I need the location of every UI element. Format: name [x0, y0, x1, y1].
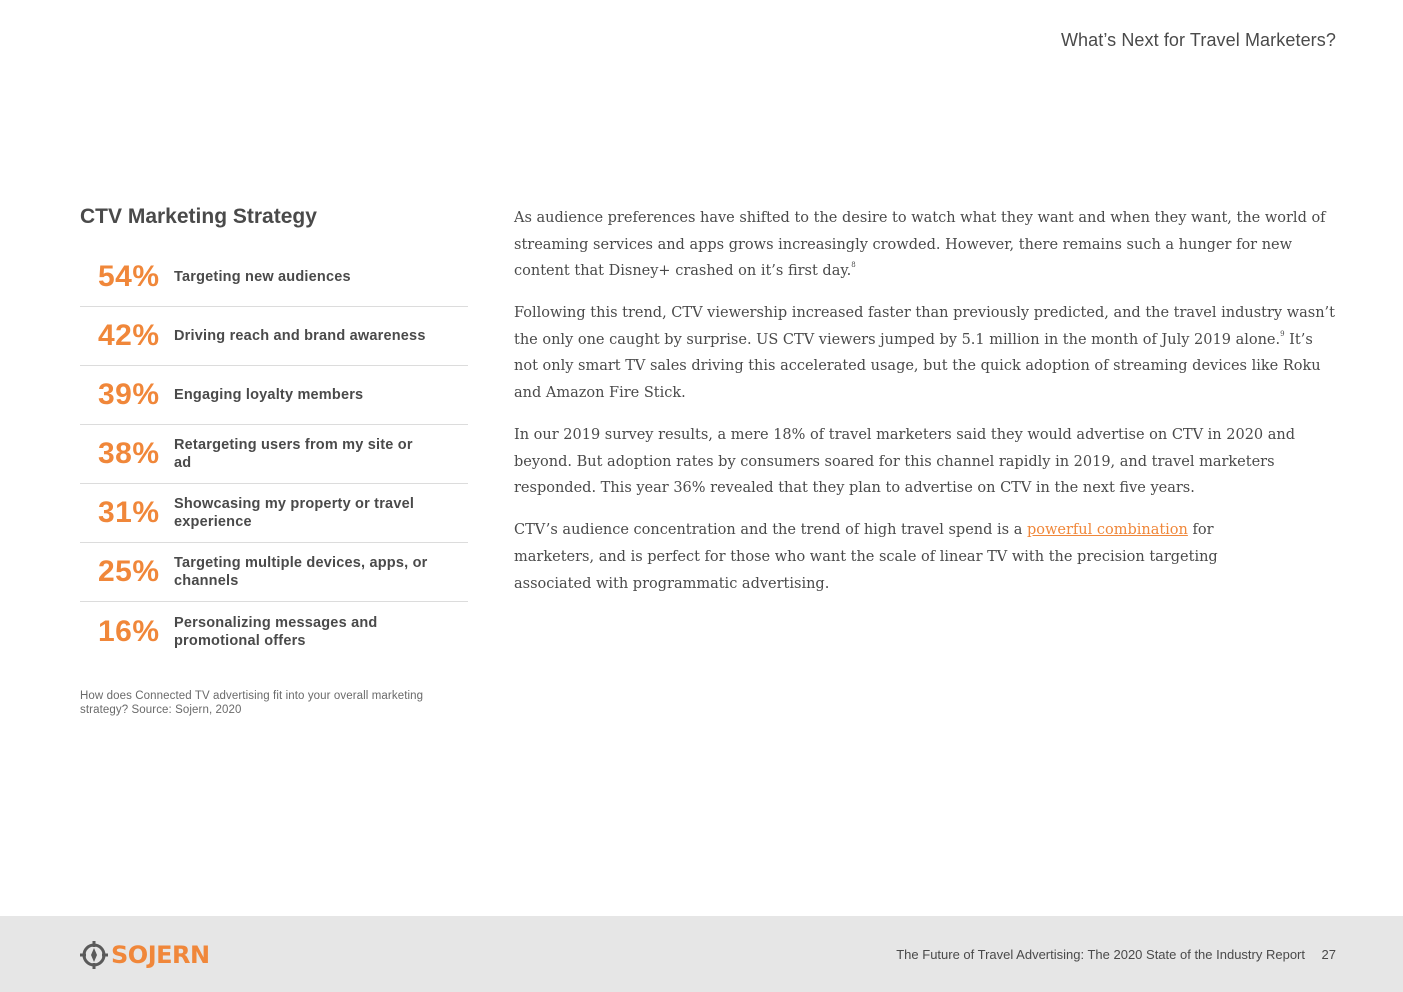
sojern-logo[interactable]	[80, 940, 210, 970]
stat-percentage: 42%	[98, 319, 160, 352]
stat-label: Targeting multiple devices, apps, or channels	[174, 555, 428, 589]
stat-row	[80, 366, 468, 425]
paragraph-4-text-a: CTV’s audience concentration and the trend of high travel spend is a	[514, 522, 1027, 539]
paragraph-4	[514, 517, 1274, 597]
paragraph-2-text-b: It’s not only smart TV sales driving this accelerated usage, but the quick adoption of streaming devices like Roku and Amazon Fire Stick.	[514, 331, 1321, 402]
stat-percentage: 38%	[98, 437, 160, 470]
stat-row	[80, 425, 468, 484]
footnote-ref-9: 9	[1280, 329, 1285, 338]
stat-label: Engaging loyalty members	[174, 387, 364, 403]
paragraph-3-text: In our 2019 survey results, a mere 18% of travel marketers said they would advertise on CTV in 2020 and beyond. But adoption rates by consumers soared for this channel rapidly in 2019, and travel marketers responded. This year 36% revealed that they plan to advertise on CTV in the next five years.	[514, 427, 1296, 497]
stat-row	[80, 307, 468, 366]
stat-percentage: 54%	[98, 260, 160, 293]
page-footer	[0, 916, 1403, 992]
stat-row	[80, 543, 468, 602]
stat-percentage: 39%	[98, 378, 160, 411]
stat-percentage: 31%	[98, 496, 160, 529]
paragraph-2-text-a: Following this trend, CTV viewership increased faster than previously predicted, and the travel industry wasn’t the only one caught by surprise. US CTV viewers jumped by 5.1 million in the month of July 2019 alone.	[514, 305, 1335, 348]
stat-label: Retargeting users from my site or ad	[174, 437, 413, 471]
stat-row	[80, 248, 468, 307]
source-note: How does Connected TV advertising fit into your overall marketing strategy? Source: Sojern, 2020	[80, 690, 424, 716]
stat-row	[80, 602, 468, 661]
ctv-strategy-panel	[80, 203, 468, 717]
paragraph-3	[514, 422, 1339, 502]
logo-wordmark: SOJERN	[111, 941, 210, 969]
paragraph-2	[514, 300, 1339, 406]
stat-label: Targeting new audiences	[174, 269, 351, 285]
report-title: The Future of Travel Advertising: The 2020 State of the Industry Report	[896, 947, 1305, 962]
stat-percentage: 16%	[98, 614, 160, 648]
paragraph-1-text: As audience preferences have shifted to the desire to watch what they want and when they want, the world of streaming services and apps grows increasingly crowded. However, there remains such a hunger for new content that Disney+ crashed on it’s first day.	[514, 210, 1326, 280]
body-text	[514, 205, 1339, 613]
stat-label: Showcasing my property or travel experience	[174, 496, 415, 530]
page-section-title: What’s Next for Travel Marketers?	[1060, 30, 1336, 50]
stat-label: Personalizing messages and promotional offers	[174, 614, 378, 649]
stat-row	[80, 484, 468, 543]
powerful-combination-link[interactable]: powerful combination	[1026, 522, 1188, 539]
strategy-stat-list	[80, 248, 468, 661]
paragraph-1	[514, 205, 1339, 285]
strategy-title: CTV Marketing Strategy	[80, 205, 317, 228]
compass-icon	[80, 940, 108, 970]
stat-percentage: 25%	[98, 555, 160, 588]
page-number: 27	[1321, 947, 1336, 962]
stat-label: Driving reach and brand awareness	[174, 328, 426, 344]
paragraph-4-text-b: for marketers, and is perfect for those who want the scale of linear TV with the precision targeting associated with programmatic advertising.	[514, 522, 1218, 592]
footnote-ref-8: 8	[851, 261, 856, 270]
